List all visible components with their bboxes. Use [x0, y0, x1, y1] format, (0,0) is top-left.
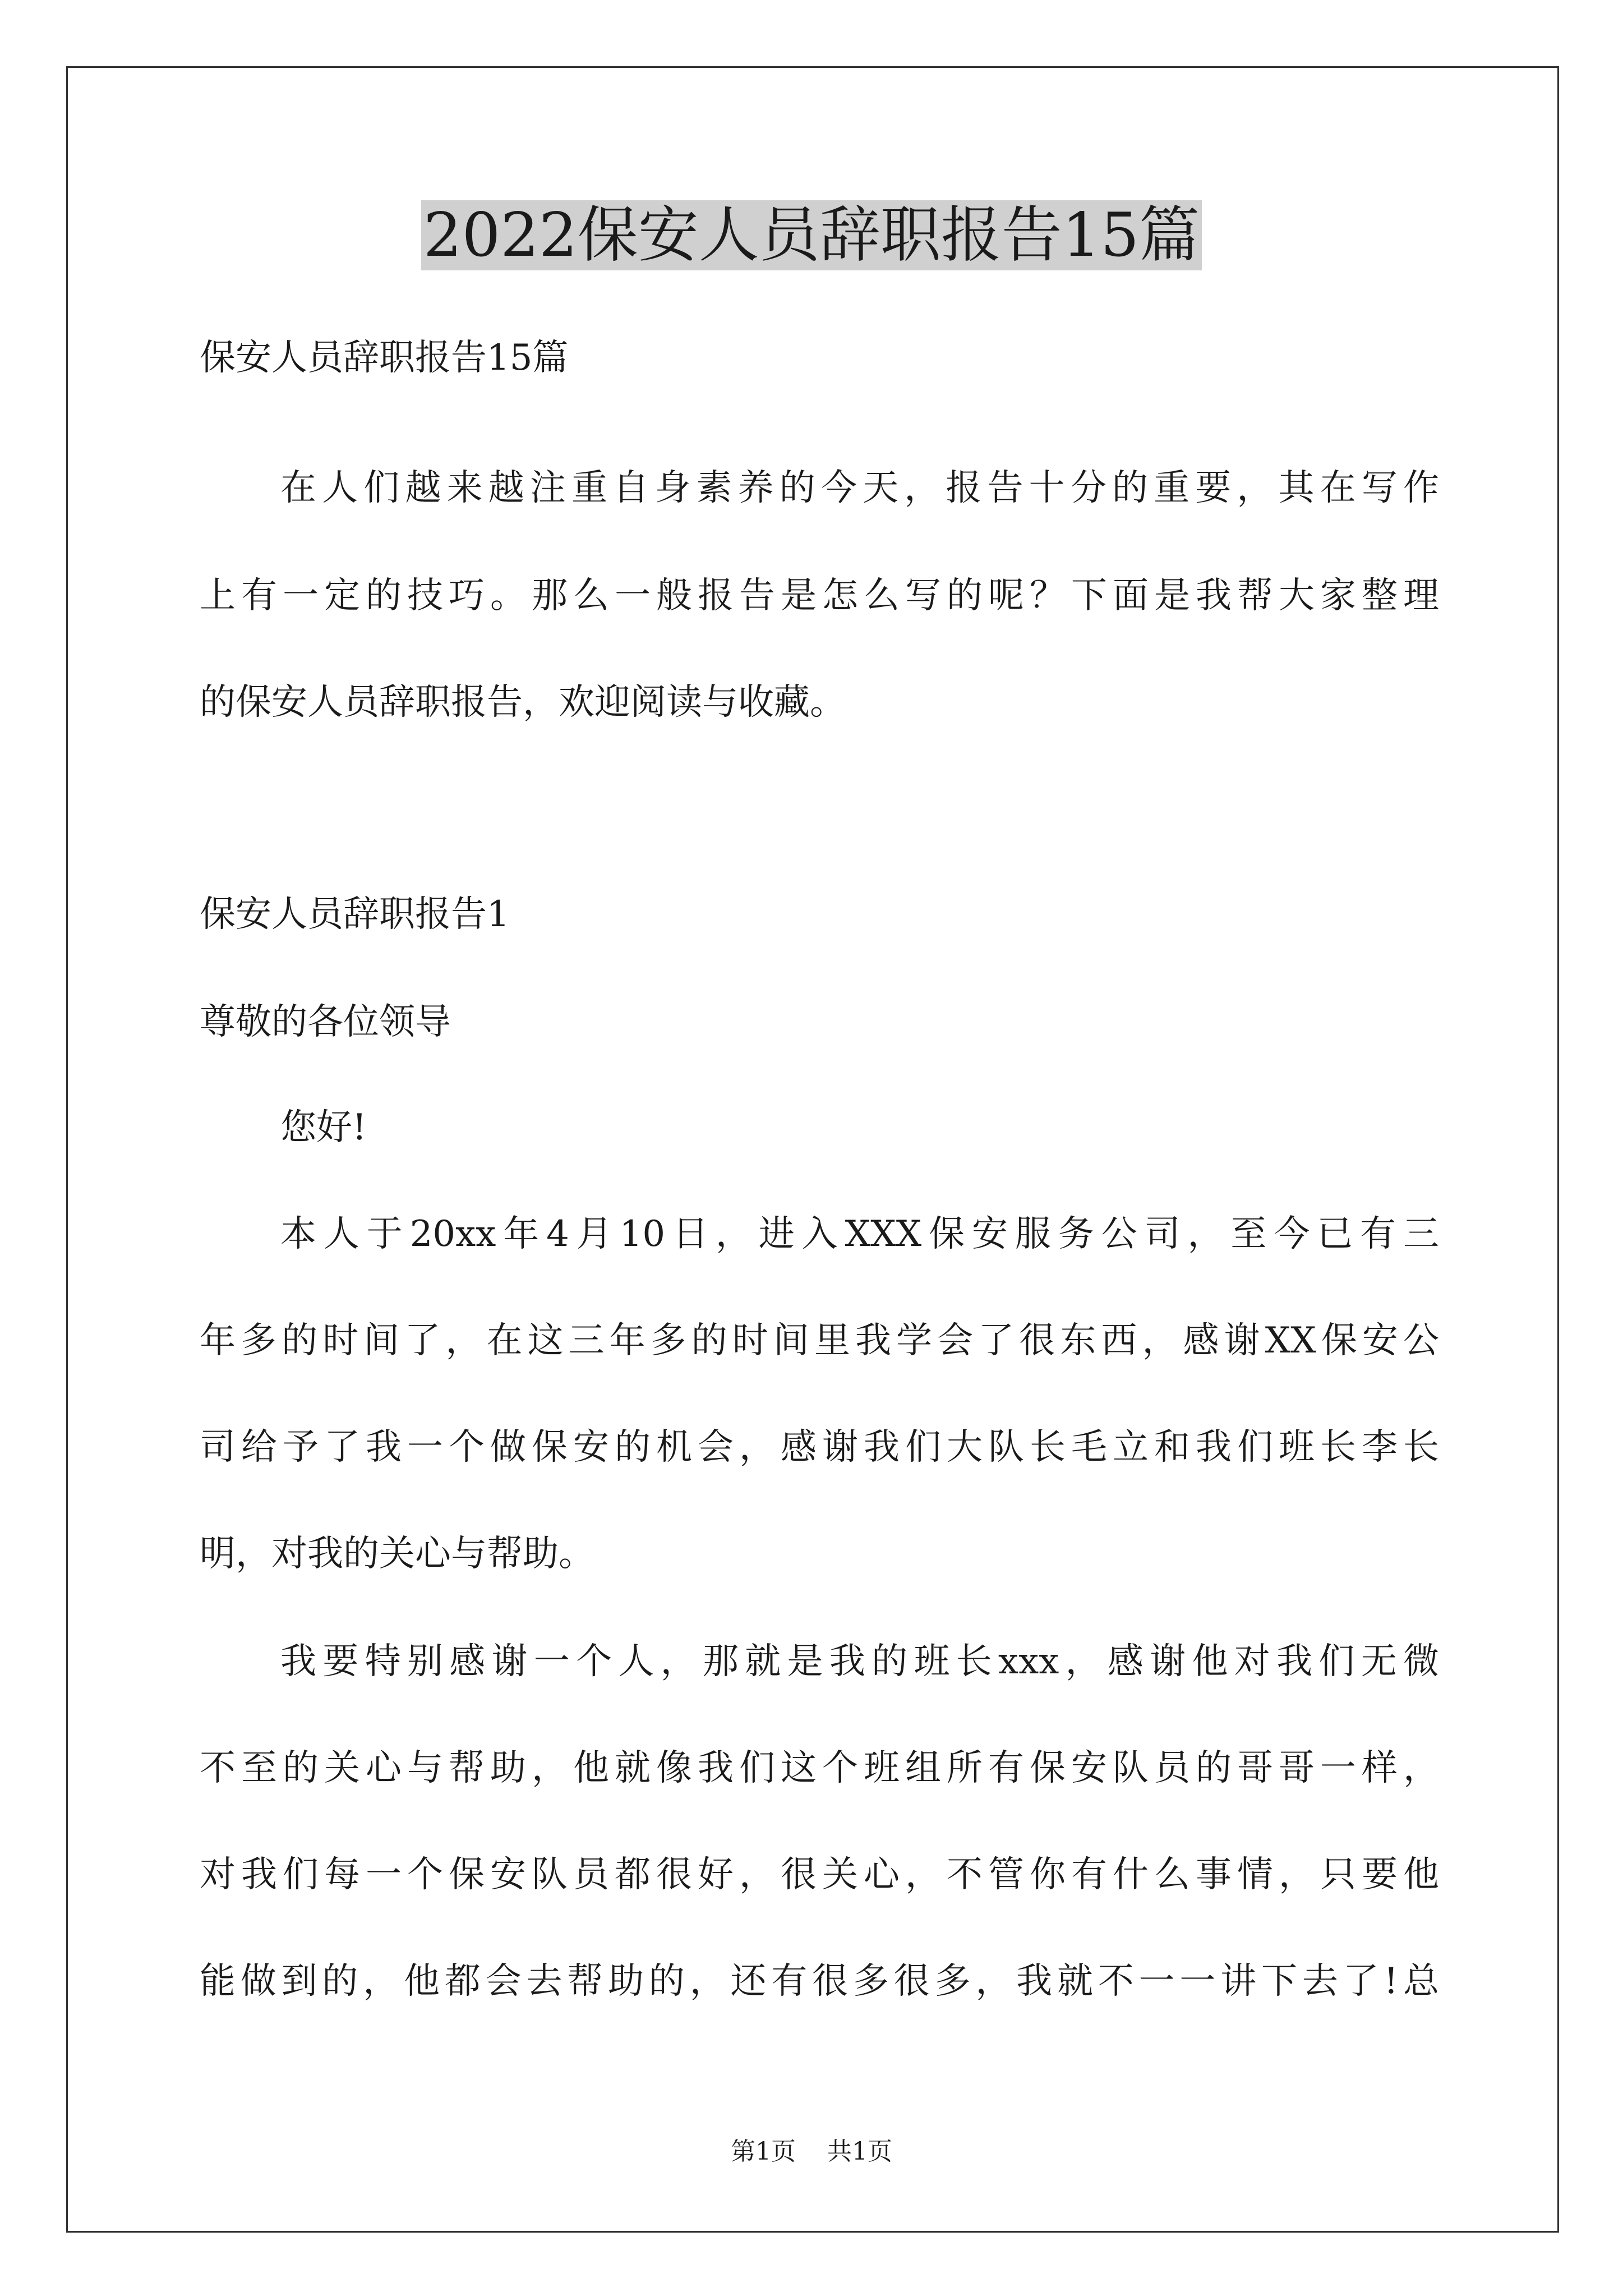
document-title-text: 2022保安人员辞职报告15篇 [421, 200, 1202, 270]
salutation: 尊敬的各位领导 [200, 1001, 451, 1043]
paragraph2-line-2: 不至的关心与帮助，他就像我们这个班组所有保安队员的哥哥一样， [200, 1747, 1439, 1789]
paragraph1-line-4: 明，对我的关心与帮助。 [200, 1533, 594, 1575]
paragraph1-line-3: 司给予了我一个做保安的机会，感谢我们大队长毛立和我们班长李长 [200, 1427, 1439, 1468]
intro-line-2: 上有一定的技巧。那么一般报告是怎么写的呢？下面是我帮大家整理 [200, 575, 1439, 616]
paragraph1-line-1: 本人于20xx年4月10日，进入XXX保安服务公司，至今已有三 [280, 1213, 1439, 1255]
paragraph2-line-4: 能做到的，他都会去帮助的，还有很多很多，我就不一一讲下去了!总 [200, 1961, 1439, 2002]
intro-line-3: 的保安人员辞职报告，欢迎阅读与收藏。 [200, 682, 846, 723]
intro-line-1: 在人们越来越注重自身素养的今天，报告十分的重要，其在写作 [280, 467, 1439, 509]
greeting: 您好! [280, 1107, 367, 1148]
document-title [0, 196, 1623, 275]
page-number: 第1页 [731, 2137, 796, 2166]
paragraph2-line-3: 对我们每一个保安队员都很好，很关心，不管你有什么事情，只要他 [200, 1854, 1439, 1895]
page-footer [0, 2136, 1623, 2168]
paragraph1-line-2: 年多的时间了，在这三年多的时间里我学会了很东西，感谢XX保安公 [200, 1320, 1439, 1361]
paragraph2-line-1: 我要特别感谢一个人，那就是我的班长xxx，感谢他对我们无微 [280, 1641, 1439, 1682]
subtitle: 保安人员辞职报告15篇 [200, 337, 569, 379]
page-total: 共1页 [827, 2137, 892, 2166]
section-heading: 保安人员辞职报告1 [200, 894, 510, 935]
